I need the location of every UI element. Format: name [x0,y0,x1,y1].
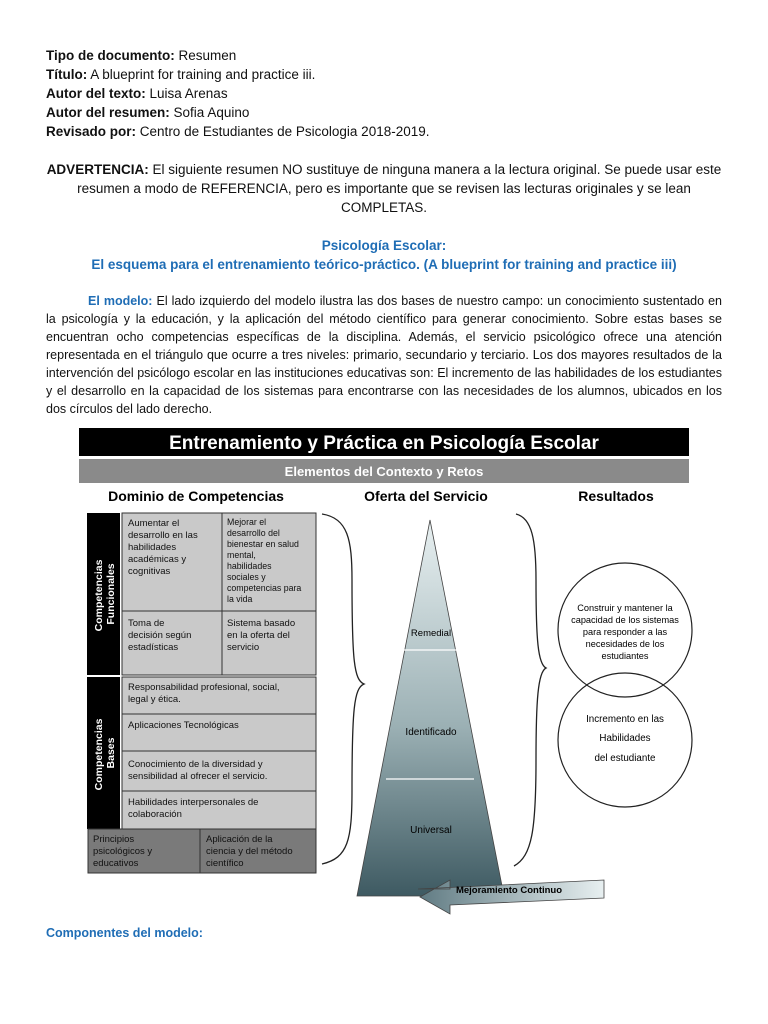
tier-identified: Identificado [405,727,457,738]
foundation-left-label: Principios psicológicos y educativos [93,834,153,869]
heading-line-2: El esquema para el entrenamiento teórico-práctico. (A blueprint for training and practice iii) [91,257,677,272]
tier-remedial: Remedial [410,628,452,639]
meta-reviewed-by: Revisado por: Centro de Estudiantes de Psicologia 2018-2019. [46,124,430,139]
meta-summary-author: Autor del resumen: Sofia Aquino [46,105,250,120]
base-row-technology: Aplicaciones Tecnológicas [128,720,239,731]
meta-title: Título: A blueprint for training and practice iii. [46,67,316,82]
col-heading-results: Resultados [578,488,654,504]
circle-skills-label: Incremento en las Habilidades del estudiante [586,714,664,764]
col-heading-service: Oferta del Servicio [364,488,488,504]
meta-doc-type: Tipo de documento: Resumen [46,48,237,63]
foundation-right-label: Aplicación de la ciencia y del método científico [206,834,293,869]
left-brace [322,514,364,864]
model-text: El lado izquierdo del modelo ilustra las dos bases de nuestro campo: un conocimiento sustentado en la psicología y la educación, y la aplicación del método científico para generar conocimiento. Sobre estas bases se encuentran ocho competencias específicas de la disciplina. Además, el servicio psicológico ofrece una atención representada en el triángulo que ocurre a tres niveles: primario, secundario y terciario. Los dos mayores resultados de la intervención del psicólogo escolar en las instituciones educativas son: El incremento de las habilidades de los estudiantes y el desarrollo en la capacidad de los sistemas para encontrarse con las necesidades de los alumnos, ubicados en los dos círculos del lado derecho. [46,294,722,416]
cell-academic: Aumentar el desarrollo en las habilidades académicas y cognitivas [128,518,198,577]
meta-author: Autor del texto: Luisa Arenas [46,86,228,101]
improvement-arrow-label: Mejoramiento Continuo [455,885,563,896]
components-heading: Componentes del modelo: [46,926,203,940]
diagram-subtitle: Elementos del Contexto y Retos [284,464,484,479]
service-pyramid [357,520,504,896]
functional-side-label: Competencias Funcionales [93,559,117,632]
model-label: El modelo: [88,294,153,308]
cell-decision: Toma de decisión según estadísticas [128,618,192,653]
warning-label: ADVERTENCIA: [46,162,149,177]
right-brace [514,514,546,866]
circle-systems-label: Construir y mantener la capacidad de los sistemas para responder a las necesidades de los estudiantes [571,603,679,661]
base-row-diversity: Conocimiento de la diversidad y sensibilidad al ofrecer el servicio. [128,759,268,782]
bases-side-label: Competencias Bases [93,718,117,791]
diagram-title: Entrenamiento y Práctica en Psicología Escolar [169,433,599,454]
base-row-interpersonal: Habilidades interpersonales de colaboración [128,797,259,820]
base-row-responsibility: Responsabilidad profesional, social, legal y ética. [128,682,280,705]
col-heading-competencies: Dominio de Competencias [108,488,284,504]
warning-text: El siguiente resumen NO sustituye de ninguna manera a la lectura original. Se puede usar este resumen a modo de REFERENCIA, pero es importante que se revisen las lecturas originales y se lean COMPLETAS. [77,162,722,215]
tier-universal: Universal [410,825,452,836]
cell-system: Sistema basado en la oferta del servicio [227,618,296,653]
heading-line-1: Psicología Escolar: [321,238,447,253]
cell-wellbeing: Mejorar el desarrollo del bienestar en salud mental, habilidades sociales y competencias para la vida [227,517,302,604]
